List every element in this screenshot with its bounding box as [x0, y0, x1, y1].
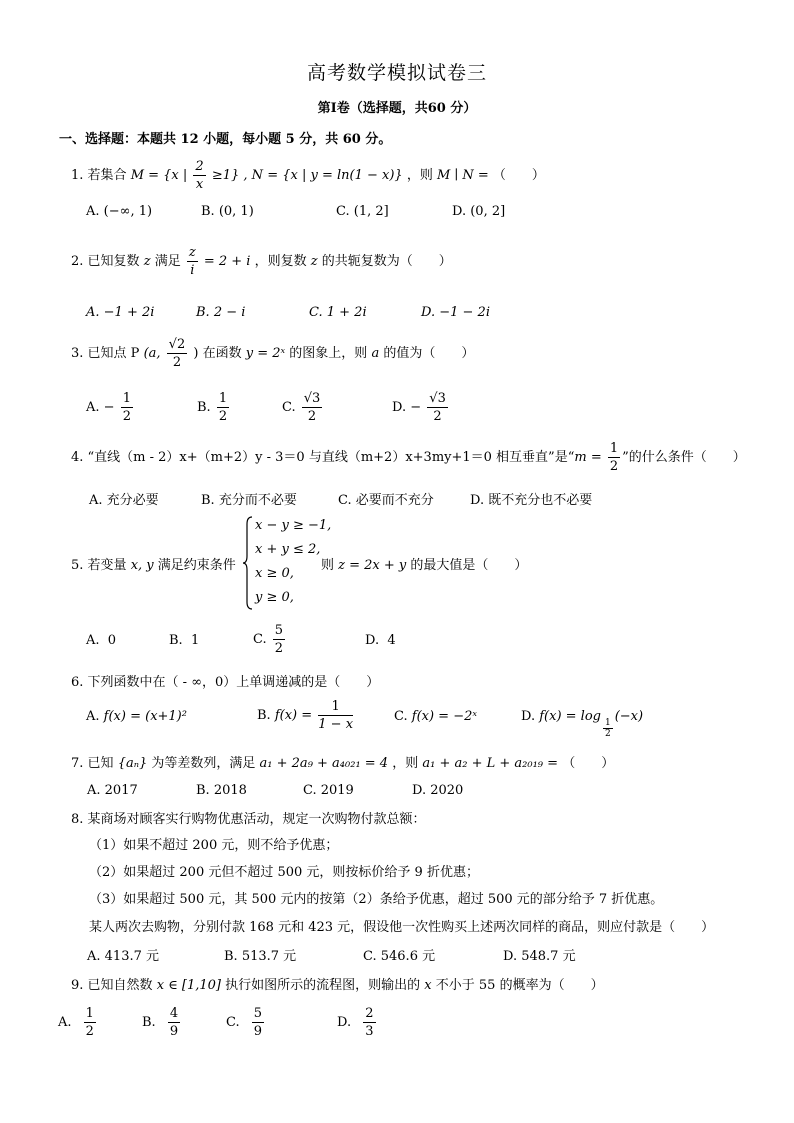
q1-fraction [193, 158, 205, 193]
q3-option-a [86, 390, 135, 426]
q9-opt-c-label: C. [226, 1015, 240, 1030]
question-5-prefix [71, 554, 236, 573]
q9-opt-b-num: 4 [169, 1006, 179, 1021]
q6-opt-d-log-base [603, 718, 613, 739]
q3-opt-b-label: B. [197, 400, 211, 415]
q2-equation: = 2 + i [203, 254, 251, 269]
q3-opt-d-fraction [427, 390, 448, 425]
q7-post: ，则 [392, 756, 419, 771]
q6-option-a [86, 709, 187, 724]
q6-opt-d-label: D. [521, 709, 536, 724]
q4-tail: ”的什么条件（ ） [622, 450, 746, 465]
q7-option-d: D. 2020 [412, 783, 464, 798]
q9-var-x: x [424, 978, 432, 993]
q9-opt-a-den: 2 [85, 1024, 94, 1039]
q3-opt-b-den: 2 [218, 409, 228, 424]
q9-opt-a-label: A. [58, 1015, 72, 1030]
q6-opt-d-tail: (−x) [614, 709, 644, 724]
q5-post: 则 [321, 558, 335, 573]
q5-constraint-3: x ≥ 0, [255, 566, 294, 581]
q8-option-d: D. 548.7 元 [503, 949, 576, 964]
q3-option-d [392, 390, 450, 426]
q6-opt-d-expr: f(x) = log [539, 709, 601, 724]
q8-rule-2: （2）如果超过 200 元但不超过 500 元，则按标价给予 9 折优惠； [89, 865, 479, 880]
q3-post: 的图象上，则 [289, 346, 368, 361]
q2-fraction [187, 244, 198, 279]
q5-constraint-4: y ≥ 0, [255, 590, 294, 605]
q3-opt-c-den: 2 [307, 409, 317, 424]
q7-option-a: A. 2017 [87, 783, 138, 798]
q2-post: ，则复数 [254, 254, 307, 269]
q5-opt-a-label: A. [86, 633, 100, 648]
q1-expr: M ∣ N = [436, 168, 489, 183]
q5-expr: z = 2x + y [338, 558, 407, 573]
q2-var-z: z [143, 254, 151, 269]
q6-option-b [257, 698, 355, 734]
q6-opt-c-expr: f(x) = −2ˣ [411, 709, 477, 724]
q8-rule-3: （3）如果超过 500 元，其 500 元内的按第（2）条给予优惠，超过 500 元的部分给予 7 折优惠。 [89, 892, 664, 907]
q9-prefix: 9. 已知自然数 [71, 978, 153, 993]
q7-tail: （ ） [562, 756, 615, 771]
question-3 [71, 334, 474, 374]
q9-opt-a-num: 1 [85, 1006, 94, 1021]
question-2 [71, 244, 452, 280]
q2-option-d: D. −1 − 2i [421, 305, 490, 320]
q9-opt-d-label: D. [337, 1015, 352, 1030]
q2-option-a: A. −1 + 2i [86, 305, 155, 320]
q3-opt-b-num: 1 [218, 391, 228, 406]
q1-set-m-tail: ≥1} [211, 168, 240, 183]
q2-frac-num: z [188, 245, 196, 260]
q7-prefix: 7. 已知 [71, 756, 114, 771]
q5-opt-d-label: D. [365, 633, 380, 648]
q6-option-d [521, 709, 643, 739]
q3-opt-a-den: 2 [122, 409, 131, 424]
exam-title: 高考数学模拟试卷三 [306, 62, 487, 84]
q2-mid: 满足 [154, 254, 181, 269]
q6-opt-a-expr: f(x) = (x+1)² [103, 709, 187, 724]
q2-prefix: 2. 已知复数 [71, 254, 140, 269]
q3-frac-num: √2 [168, 337, 186, 352]
q3-opt-c-label: C. [282, 400, 296, 415]
q3-point-end: ) [193, 346, 199, 361]
q9-option-b [142, 1005, 182, 1041]
q9-option-a [58, 1005, 98, 1041]
q7-mid: 为等差数列，满足 [151, 756, 256, 771]
q4-m-eq: m = [574, 450, 602, 465]
q5-system-brace [243, 516, 253, 610]
q3-function: y = 2ˣ [245, 346, 286, 361]
q4-prefix: 4. “直线（m - 2）x+（m+2）y - 3＝0 与直线（m+2）x+3my+1＝0 相互垂直”是“ [71, 450, 575, 465]
q3-fraction [167, 336, 188, 371]
q9-opt-a-fraction [84, 1005, 96, 1040]
q6-opt-c-label: C. [394, 709, 408, 724]
q5-option-d [365, 633, 396, 648]
question-5-suffix [321, 554, 527, 573]
q2-option-b: B. 2 − i [196, 305, 246, 320]
q7-sum: a₁ + a₂ + L + a₂₀₁₉ = [422, 756, 559, 771]
q9-opt-d-fraction [363, 1005, 375, 1040]
q9-opt-c-num: 5 [253, 1006, 263, 1021]
q1-prefix: 1. 若集合 [71, 168, 127, 183]
q9-tail: 不小于 55 的概率为（ ） [435, 978, 604, 993]
q3-opt-c-num: √3 [303, 391, 321, 406]
q5-opt-c-den: 2 [274, 641, 284, 656]
q5-constraint-1: x − y ≥ −1, [255, 518, 332, 533]
q5-opt-b-label: B. [169, 633, 183, 648]
q3-opt-b-fraction [217, 390, 229, 425]
q6-opt-d-base-den: 2 [604, 729, 611, 739]
q1-set-m: M = {x | [130, 168, 188, 183]
q9-opt-b-label: B. [142, 1015, 156, 1030]
q3-opt-d-num: √3 [429, 391, 446, 406]
q1-option-c: C. (1, 2] [336, 204, 389, 219]
q1-ask: ，则 [406, 168, 433, 183]
q6-opt-b-fraction [318, 698, 353, 733]
q6-option-c [394, 709, 477, 724]
q5-vars: x, y [130, 558, 154, 573]
q9-opt-c-den: 9 [253, 1024, 263, 1039]
q3-option-b [197, 390, 231, 426]
q9-opt-b-fraction [168, 1005, 180, 1040]
q4-option-a: A. 充分必要 [89, 493, 159, 508]
q3-opt-c-fraction [302, 390, 323, 425]
q9-option-d [337, 1005, 378, 1041]
q4-option-d: D. 既不充分也不必要 [470, 493, 593, 508]
question-4 [71, 438, 746, 478]
q4-option-b: B. 充分而不必要 [201, 493, 297, 508]
q5-opt-c-label: C. [253, 632, 267, 647]
q6-opt-a-label: A. [86, 709, 100, 724]
question-6: 6. 下列函数中在（ - ∞，0）上单调递减的是（ ） [71, 675, 380, 690]
q3-opt-a-fraction [121, 390, 133, 425]
q5-tail: 的最大值是（ ） [410, 558, 528, 573]
q5-opt-b-val: 1 [190, 633, 200, 648]
q7-option-c: C. 2019 [303, 783, 354, 798]
q2-option-c: C. 1 + 2i [309, 305, 367, 320]
q3-tail: 的值为（ ） [383, 346, 475, 361]
q3-mid: 在函数 [202, 346, 242, 361]
q1-set-n: , N = {x | y = ln(1 − x)} [243, 168, 403, 183]
q9-condition: x ∈ [1,10] [156, 978, 221, 993]
q2-tail: 的共轭复数为（ ） [321, 254, 452, 269]
q3-opt-d-label: D. [392, 400, 407, 415]
q8-option-a: A. 413.7 元 [87, 949, 160, 964]
question-8: 8. 某商场对顾客实行购物优惠活动，规定一次购物付款总额： [71, 812, 426, 827]
section-heading: 一、选择题：本题共 12 小题，每小题 5 分，共 60 分。 [59, 132, 392, 147]
q3-opt-a-num: 1 [122, 391, 131, 406]
q7-sequence: {aₙ} [117, 756, 148, 771]
q4-frac-num: 1 [609, 441, 619, 456]
q3-opt-d-den: 2 [433, 409, 442, 424]
q6-opt-b-label: B. [257, 708, 271, 723]
q3-point-a: (a, [143, 346, 161, 361]
q4-option-c: C. 必要而不充分 [338, 493, 434, 508]
q9-opt-c-fraction [252, 1005, 264, 1040]
q9-opt-d-den: 3 [365, 1024, 374, 1039]
q8-question: 某人两次去购物，分别付款 168 元和 423 元，假设他一次性购买上述两次同样的商品，则应付款是（ ） [89, 920, 715, 935]
q7-condition: a₁ + 2a₉ + a₄₀₂₁ = 4 [259, 756, 389, 771]
q6-opt-b-num: 1 [318, 698, 353, 716]
q3-opt-a-label: A. [86, 400, 100, 415]
q7-option-b: B. 2018 [196, 783, 247, 798]
q3-option-c [282, 390, 324, 426]
q5-mid: 满足约束条件 [157, 558, 236, 573]
q5-opt-c-fraction [273, 622, 285, 657]
question-1 [71, 158, 545, 194]
q1-option-b: B. (0, 1) [201, 204, 254, 219]
q5-opt-d-val: 4 [387, 633, 396, 648]
q3-prefix: 3. 已知点 P [71, 346, 140, 361]
exam-subtitle: 第Ⅰ卷（选择题，共60 分） [317, 101, 477, 116]
q2-frac-den: i [190, 263, 195, 278]
q3-opt-d-sign: − [410, 400, 422, 415]
q1-frac-den: x [195, 177, 204, 192]
q5-option-a [86, 633, 116, 648]
q5-option-b [169, 633, 199, 648]
q1-paren: （ ） [492, 168, 545, 183]
q5-opt-a-val: 0 [107, 633, 117, 648]
q2-var-z2: z [310, 254, 318, 269]
q4-fraction [608, 440, 620, 475]
q5-prefix: 5. 若变量 [71, 558, 127, 573]
q9-mid: 执行如图所示的流程图，则输出的 [225, 978, 421, 993]
q5-opt-c-num: 5 [274, 623, 284, 638]
q6-opt-b-expr: f(x) = [274, 708, 313, 723]
q8-option-c: C. 546.6 元 [363, 949, 436, 964]
q6-opt-d-base-num: 1 [604, 718, 611, 728]
q9-opt-d-num: 2 [365, 1006, 374, 1021]
q3-opt-a-sign: − [103, 400, 115, 415]
q8-option-b: B. 513.7 元 [224, 949, 297, 964]
question-7 [71, 752, 614, 771]
q5-option-c [253, 622, 287, 658]
q9-opt-b-den: 9 [169, 1024, 179, 1039]
q6-opt-b-den: 1 − x [318, 717, 354, 732]
q5-constraint-2: x + y ≤ 2, [255, 542, 321, 557]
q3-var-a: a [371, 346, 380, 361]
q1-option-a: A. (−∞, 1) [86, 204, 153, 219]
q3-frac-den: 2 [172, 355, 182, 370]
q1-frac-num: 2 [195, 159, 204, 174]
q8-rule-1: （1）如果不超过 200 元，则不给予优惠； [89, 838, 339, 853]
q1-option-d: D. (0, 2] [452, 204, 506, 219]
q9-option-c [226, 1005, 266, 1041]
question-9 [71, 974, 604, 993]
q4-frac-den: 2 [609, 459, 619, 474]
